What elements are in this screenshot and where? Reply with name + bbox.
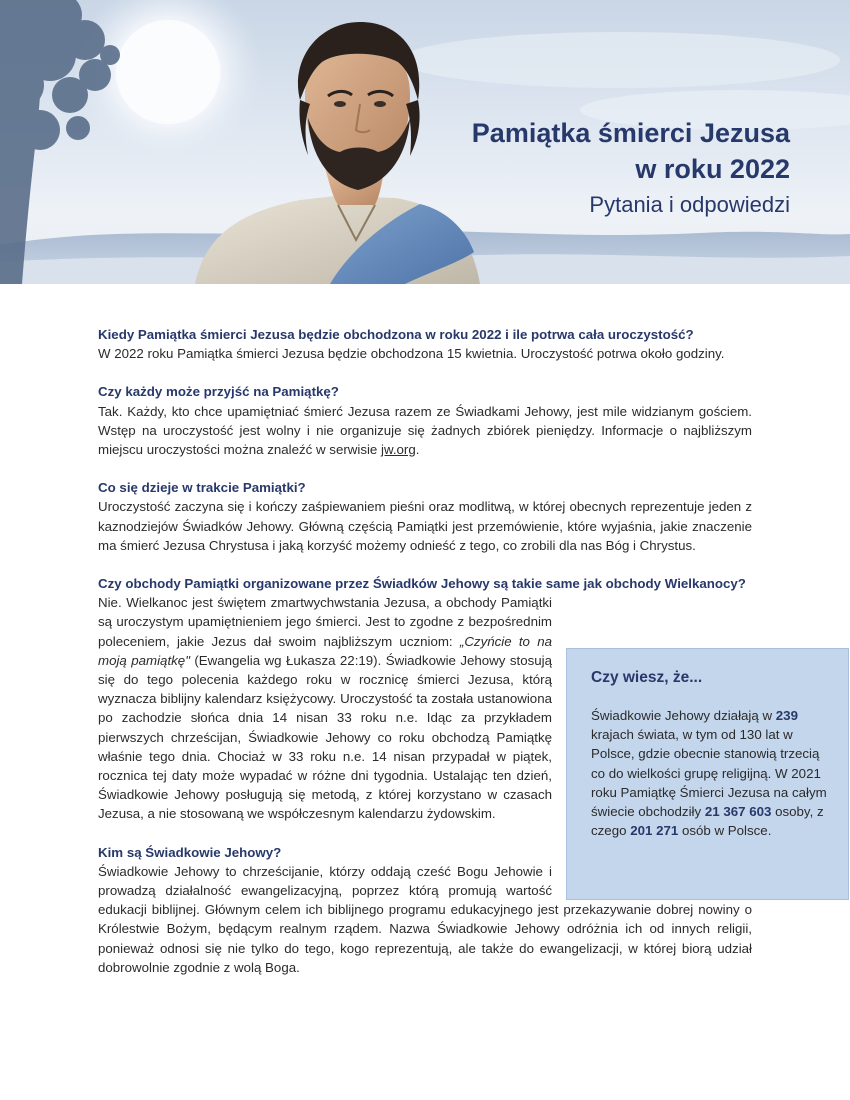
did-you-know-box [566,648,849,900]
faq-question: Kiedy Pamiątka śmierci Jezusa będzie obchodzona w roku 2022 i ile potrwa cała uroczystość? [98,327,694,342]
faq-question: Czy każdy może przyjść na Pamiątkę? [98,384,339,400]
did-you-know-title: Czy wiesz, że... [591,669,703,686]
faq-question: Czy obchody Pamiątki organizowane przez Świadków Jehowy są takie same jak obchody Wielkanocy? [98,576,746,592]
page-title-line1: Pamiątka śmierci Jezusa [471,118,790,148]
faq-question: Kim są Świadkowie Jehowy? [98,844,282,860]
faq-item [98,478,752,555]
faq-answer: Nie. Wielkanoc jest świętem zmartwychwstania Jezusa, a obchody Pamiątki są uroczystym upamiętnieniem jego śmierci. Jest to zgodne z bezpośrednim poleceniem, jakie Jezus dał swoim najbliższym uczniom: „Czyńcie to na moją pamiątkę" (Ewangelia wg Łukasza 22:19). Świadkowie Jehowy stosują się do tego polecenia każdego roku w rocznicę śmierci Jezusa, którą wyznacza biblijny kalendarz księżycowy. Uroczystość ta została ustanowiona po zachodzie słońca dnia 14 nisan 33 roku n.e. Idąc za przykładem pierwszych chrześcijan, Świadkowie Jehowy co roku obchodzą Pamiątkę właśnie tego dnia. Chociaż w 33 roku n.e. 14 nisan przypadał w piątek, rocznica tej daty może wypadać w różne dni tygodnia. Ustalając ten dzień, Świadkowie Jehowy posługują się metodą, z której korzystano w czasach Jezusa, a nie stosowaną we współczesnym kalendarzu żydowskim. [98,595,552,822]
poland-attendance: 201 271 [630,823,679,839]
faq-item [98,382,752,459]
world-attendance: 21 367 603 [704,804,772,820]
faq-item [98,325,752,363]
hero-banner [0,0,850,284]
faq-answer: Tak. Każdy, kto chce upamiętniać śmierć Jezusa razem ze Świadkami Jehowy, jest mile widzianym gościem. Wstęp na uroczystość jest wolny i nie organizuje się żadnych zbiórek pieniędzy. Informacje o najbliższym miejscu uroczystości można znaleźć w serwisie jw.org. [98,403,752,458]
did-you-know-text: Świadkowie Jehowy działają w 239 krajach świata, w tym od 130 lat w Polsce, gdzie obecnie stanowią trzecią co do wielkości grupę religijną. W 2021 roku Pamiątkę Śmierci Jezusa na całym świecie obchodziły 21 367 603 osoby, z czego 201 271 osób w Polsce. [591,708,827,839]
bible-quote: „Czyńcie to na moją pamiątkę" [98,633,552,668]
page-subtitle: Pytania i odpowiedzi [589,192,790,217]
faq-answer: Uroczystość zaczyna się i kończy zaśpiewaniem pieśni oraz modlitwą, w której obecnych reprezentuje jeden z kaznodziejów Świadków Jehowy. Główną częścią Pamiątki jest przemówienie, które wyjaśnia, jakie znaczenie ma śmierć Jezusa Chrystusa i jaką korzyść możemy odnieść z tego, co zrobili dla nas Bóg i Chrystus. [98,499,752,553]
hero-titles [472,115,790,221]
faq-question: Co się dzieje w trakcie Pamiątki? [98,480,306,496]
faq-answer: W 2022 roku Pamiątka śmierci Jezusa będzie obchodzona 15 kwietnia. Uroczystość potrwa około godziny. [98,346,725,362]
page-title-line2: w roku 2022 [635,154,790,184]
faq-answer: Świadkowie Jehowy to chrześcijanie, którzy oddają cześć Bogu Jehowie i prowadzą działalność ewangelizacyjną, poprzez którą promują wartość edukacji biblijnej. Głównym celem ich biblijnego programu edukacyjnego jest przekazywanie dobrej nowiny o Królestwie Bożym, będącym realnym rządem. Nazwa Świadkowie Jehowy odróżnia ich od innych religii, ponieważ odnosi się nie tylko do tego, kogo reprezentują, ale także do ewangelizacji, w której biorą udział dobrowolnie zgodnie z wolą Boga. [98,863,752,975]
countries-count: 239 [775,708,798,723]
jw-org-link[interactable]: jw.org [381,442,416,458]
